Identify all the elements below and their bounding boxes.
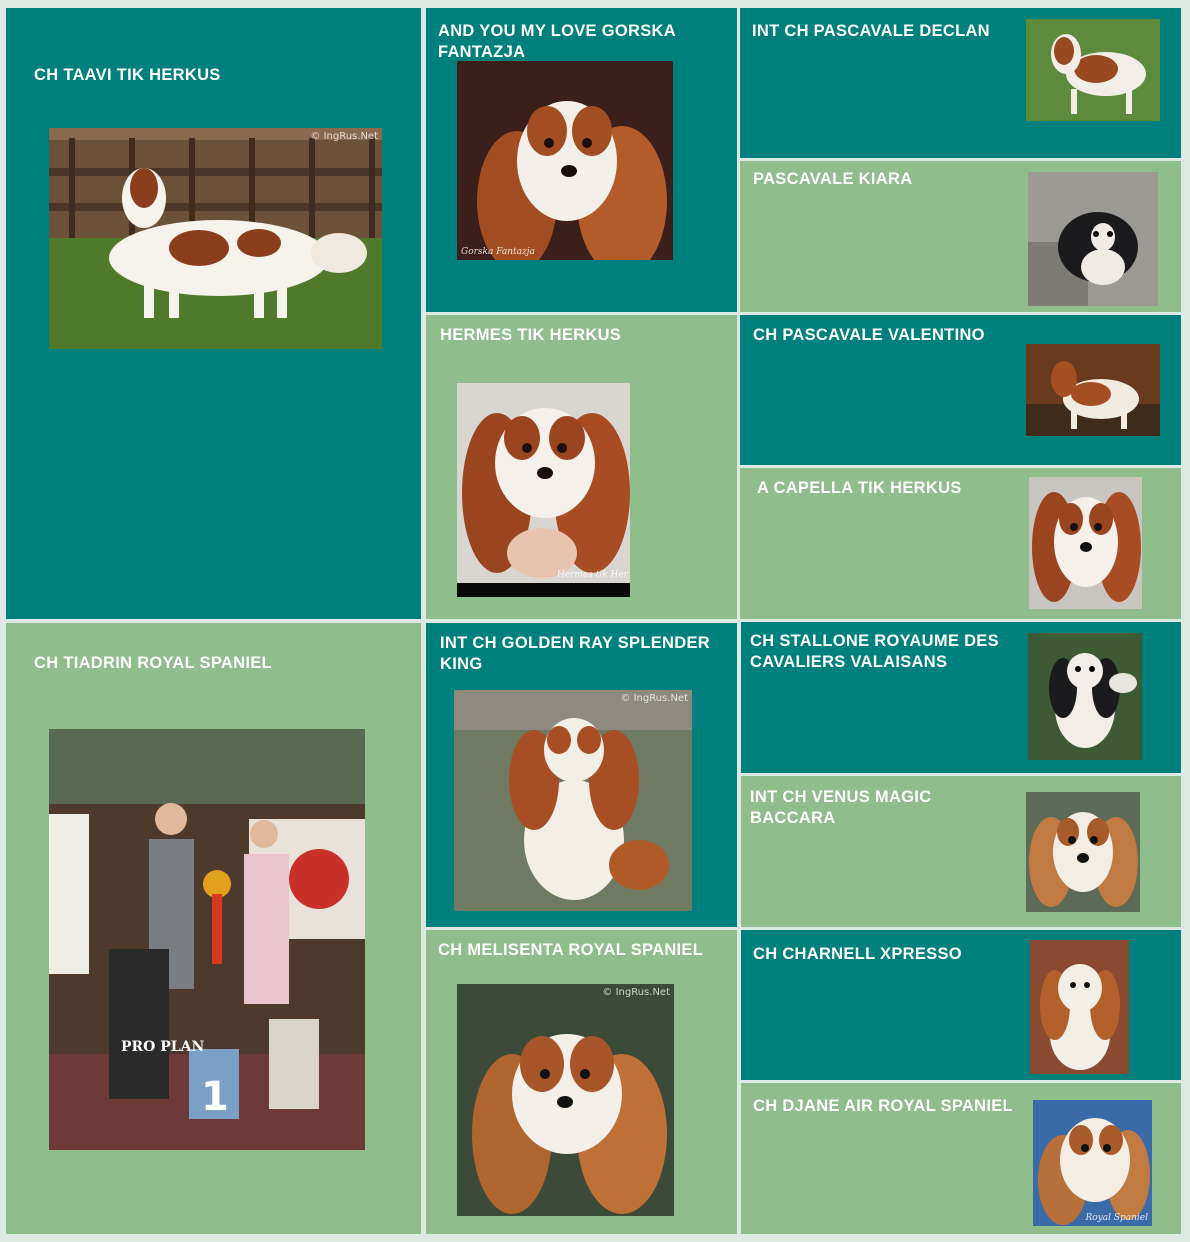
dog-card-melisenta bbox=[426, 930, 737, 1234]
dog-card-tiadrin bbox=[6, 623, 421, 1234]
dog-photo[interactable] bbox=[1026, 792, 1140, 912]
dog-photo[interactable] bbox=[1030, 940, 1129, 1074]
dog-name: CH TIADRIN ROYAL SPANIEL bbox=[34, 654, 272, 672]
dog-photo[interactable] bbox=[457, 984, 674, 1216]
dog-photo[interactable] bbox=[1026, 19, 1160, 121]
dog-name: PASCAVALE KIARA bbox=[753, 170, 913, 188]
placing-number: 1 bbox=[201, 1074, 229, 1120]
dog-name: INT CH GOLDEN RAY SPLENDER KING bbox=[440, 634, 711, 673]
dog-photo[interactable] bbox=[1033, 1100, 1152, 1226]
photo-signature: Gorska Fantazja bbox=[461, 247, 535, 257]
dog-card-valentino bbox=[740, 315, 1181, 465]
photo-brand: PRO PLAN bbox=[121, 1039, 205, 1055]
photo-watermark: © IngRus.Net bbox=[620, 693, 688, 704]
dog-card-stallone bbox=[741, 622, 1181, 773]
dog-photo[interactable] bbox=[1028, 172, 1158, 306]
dog-name: AND YOU MY LOVE GORSKA FANTAZJA bbox=[438, 22, 676, 61]
dog-card-declan bbox=[740, 8, 1181, 158]
dog-name: CH TAAVI TIK HERKUS bbox=[34, 66, 221, 84]
photo-watermark: © IngRus.Net bbox=[310, 131, 378, 142]
dog-name: INT CH VENUS MAGIC BACCARA bbox=[750, 788, 932, 827]
dog-photo[interactable] bbox=[457, 61, 673, 260]
dog-card-taavi bbox=[6, 8, 421, 619]
photo-signature: Hermes tik Her bbox=[556, 570, 628, 580]
dog-name: CH PASCAVALE VALENTINO bbox=[753, 326, 985, 344]
photo-signature: Royal Spaniel bbox=[1085, 1213, 1148, 1223]
dog-card-charnell bbox=[741, 930, 1181, 1080]
dog-card-venus bbox=[741, 776, 1181, 927]
dog-photo[interactable] bbox=[1028, 633, 1142, 760]
dog-photo[interactable] bbox=[49, 128, 382, 349]
dog-card-acapella bbox=[740, 468, 1181, 619]
dog-name: CH STALLONE ROYAUME DES CAVALIERS VALAISANS bbox=[750, 632, 999, 671]
dog-name: INT CH PASCAVALE DECLAN bbox=[752, 22, 990, 40]
dog-card-gorska bbox=[426, 8, 737, 312]
dog-card-goldenray bbox=[426, 623, 737, 927]
dog-photo[interactable] bbox=[454, 690, 692, 911]
dog-card-kiara bbox=[740, 161, 1181, 312]
dog-photo[interactable] bbox=[49, 729, 365, 1150]
dog-photo[interactable] bbox=[1029, 477, 1142, 609]
dog-card-hermes bbox=[426, 315, 737, 619]
dog-name: CH MELISENTA ROYAL SPANIEL bbox=[438, 941, 704, 959]
dog-name: CH DJANE AIR ROYAL SPANIEL bbox=[753, 1097, 1013, 1115]
dog-photo[interactable] bbox=[1026, 344, 1160, 436]
dog-name: A CAPELLA TIK HERKUS bbox=[757, 479, 962, 497]
photo-watermark: © IngRus.Net bbox=[602, 987, 670, 998]
dog-card-djane bbox=[741, 1083, 1181, 1234]
dog-name: HERMES TIK HERKUS bbox=[440, 326, 622, 344]
dog-photo[interactable] bbox=[457, 383, 630, 597]
dog-name: CH CHARNELL XPRESSO bbox=[753, 945, 962, 963]
